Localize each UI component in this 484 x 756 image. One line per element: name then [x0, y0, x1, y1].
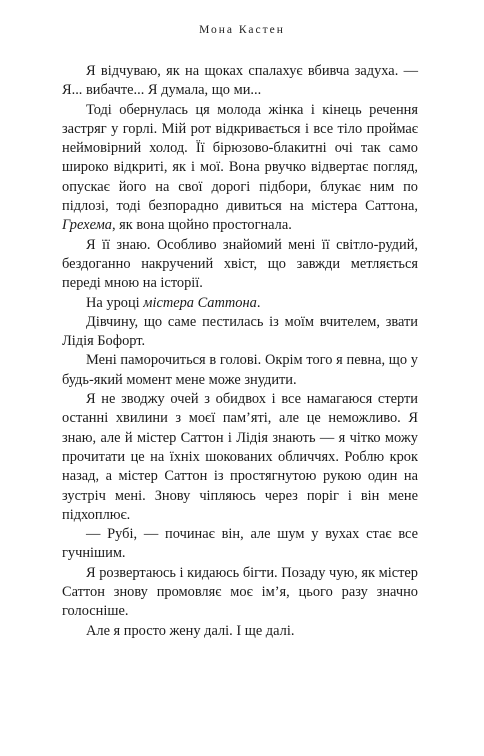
paragraph-3: Я її знаю. Особливо знайомий мені її світло-рудий, бездоганно накручений хвіст, що завжди метляється переді мною на історії. — [62, 236, 418, 292]
paragraph-10: Але я просто жену далі. І ще далі. — [86, 622, 295, 639]
paragraph-2-text: Тоді обернулась ця молода жінка і кінець речення застряг у горлі. Мій рот відкривається і все тіло проймає неймовірний холод. Її бірюзово-блакитні очі так само широко відкриті, як і мої. Вона рвучко відвертає погляд, опускає його на свої дорогі підбори, блукає ним по підлозі, тоді безпорадно дивиться на містера Саттона, — [62, 101, 418, 215]
paragraph-2 — [62, 101, 418, 236]
paragraph-1: Я відчуваю, як на щоках спалахує вбивча задуха. — Я... вибачте... Я думала, що ми... — [62, 63, 418, 99]
paragraph-2-italic: Грехема — [62, 217, 112, 234]
paragraph-6: Мені паморочиться в голові. Окрім того я певна, що у будь-який момент мене може знудити. — [62, 352, 418, 388]
paragraph-5: Дівчину, що саме пестилась із моїм вчителем, звати Лідія Бофорт. — [62, 313, 418, 350]
paragraph-8: — Рубі, — починає він, але шум у вухах стає все гучнішим. — [62, 526, 418, 562]
paragraph-4-italic: містера Саттона — [143, 294, 257, 311]
paragraph-7: Я не зводжу очей з обидвох і все намагаюся стерти останні хвилини з моєї пам’яті, але це неможливо. Я знаю, але й містер Саттон і Лідія знають — я чітко можу прочитати це на їхніх шокованих обличчях. Роблю крок назад, а містер Саттон із простягнутою рукою один на зустріч мені. Знову чіпляюсь через поріг і він мене підхоплює. — [62, 391, 418, 523]
running-head: Мона Кастен — [199, 24, 285, 36]
paragraph-4-text-end: . — [256, 294, 261, 311]
paragraph-4-text: На уроці — [86, 294, 144, 311]
page-body — [62, 62, 418, 641]
paragraph-9: Я розвертаюсь і кидаюсь бігти. Позаду чую, як містер Саттон знову промовляє моє ім’я, цього разу значно голосніше. — [62, 564, 418, 620]
paragraph-2-text-end: , як вона щойно простогнала. — [111, 217, 292, 234]
paragraph-4 — [62, 294, 418, 313]
